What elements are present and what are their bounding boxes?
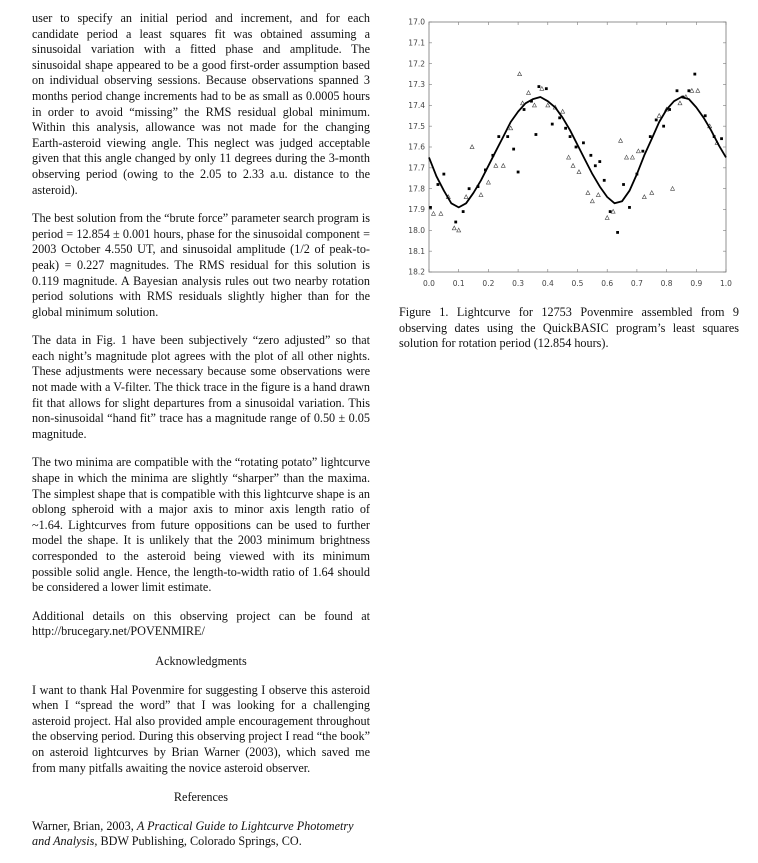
- y-tick-label: 17.0: [408, 17, 425, 27]
- y-tick-label: 18.1: [408, 246, 425, 256]
- data-point-filled: [551, 123, 554, 126]
- paragraph-potato-shape: The two minima are compatible with the “rotating potato” lightcurve shape in which the minima are slightly “sharper” than the maxima. The simplest shape that is compatible with this lightcurve shape is an oblong spheroid with a major axis to minor axis length ratio of ~1.64. Lightcurves from future oppositions can be used to further model the shape. It is unlikely that the 2003 minimum brightness corresponded to the asteroid being viewed with its minimum possible solid angle. Hence, the length-to-width ratio of 1.64 should be considered a lower limit estimate.: [32, 455, 370, 595]
- data-point-open: [501, 164, 505, 168]
- data-point-filled: [437, 183, 440, 186]
- acknowledgments-heading: Acknowledgments: [155, 653, 247, 668]
- data-point-open: [619, 139, 623, 143]
- paragraph-zero-adjust: The data in Fig. 1 have been subjectively “zero adjusted” so that each night’s magnitude plot agrees with the plot of all other nights. These adjustments were necessary because some observations were not made with a V-filter. The thick trace in the figure is a hand drawn fit that allows for slight departures from a sinusoidal variation. This non-sinusoidal “hand fit” trace has a magnitude range of 0.50 ± 0.05 magnitude.: [32, 333, 370, 441]
- y-tick-label: 18.2: [408, 267, 425, 277]
- data-point-open: [596, 193, 600, 197]
- data-point-open: [590, 199, 594, 203]
- data-point-open: [464, 195, 468, 199]
- x-tick-label: 0.2: [482, 279, 495, 288]
- reference-entry: [32, 819, 370, 850]
- data-point-open: [431, 211, 435, 215]
- y-tick-label: 17.6: [408, 142, 425, 152]
- figure-caption: Figure 1. Lightcurve for 12753 Povenmire assembled from 9 observing dates using the QuickBASIC program’s least squares solution for rotation period (12.854 hours).: [399, 305, 739, 351]
- paragraph-best-solution: The best solution from the “brute force” parameter search program is period = 12.854 ± 0.001 hours, phase for the sinusoidal component = 2003 October 4.550 UT, and sinusoidal amplitude (1/2 of peak-to-peak) = 0.227 magnitudes. The RMS residual for this solution is 0.119 magnitude. A Bayesian analysis rules out two nearby rotation period solutions with RMS residuals slightly higher than for the global minimum solution.: [32, 211, 370, 319]
- data-point-filled: [545, 87, 548, 90]
- acknowledgments-body: I want to thank Hal Povenmire for suggesting I observe this asteroid when I “spread the word” that I was looking for a challenging asteroid project. Hal also provided ample encouragement throughout the observing period. During this observing project I read “the book” on asteroid lightcurves by Brian Warner (2003), which saved me from many pitfalls awaiting the novice asteroid observer.: [32, 682, 370, 775]
- data-point-filled: [517, 171, 520, 174]
- data-point-open: [561, 109, 565, 113]
- reference-publisher: , BDW Publishing, Colorado Springs, CO.: [94, 834, 302, 849]
- y-tick-label: 17.2: [408, 59, 425, 69]
- data-point-open: [696, 89, 700, 93]
- data-point-filled: [442, 173, 445, 176]
- x-tick-label: 0.6: [601, 279, 614, 288]
- y-tick-label: 17.4: [408, 100, 425, 110]
- data-point-open: [546, 103, 550, 107]
- x-tick-label: 0.7: [630, 279, 643, 288]
- x-tick-label: 0.9: [690, 279, 703, 288]
- data-point-filled: [512, 148, 515, 151]
- data-point-filled: [693, 73, 696, 76]
- paragraph-additional-details: Additional details on this observing project can be found at http://brucegary.net/POVENMIRE/: [32, 608, 370, 639]
- y-tick-label: 17.8: [408, 184, 425, 194]
- article-body: [32, 11, 370, 863]
- data-point-filled: [641, 150, 644, 153]
- references-heading: References: [173, 790, 229, 805]
- x-tick-label: 1.0: [720, 279, 732, 288]
- data-point-filled: [429, 206, 432, 209]
- data-point-filled: [616, 231, 619, 234]
- data-point-open: [690, 89, 694, 93]
- data-point-filled: [537, 85, 540, 88]
- y-tick-label: 17.3: [408, 80, 425, 90]
- data-point-open: [625, 155, 629, 159]
- y-tick-label: 17.5: [408, 121, 425, 131]
- data-point-filled: [649, 135, 652, 138]
- data-point-open: [657, 114, 661, 118]
- x-tick-label: 0.8: [660, 279, 673, 288]
- data-point-filled: [594, 164, 597, 167]
- data-point-open: [630, 155, 634, 159]
- data-point-open: [540, 86, 544, 90]
- data-point-open: [611, 209, 615, 213]
- figure-column: [399, 12, 739, 352]
- data-point-filled: [622, 183, 625, 186]
- data-point-open: [636, 149, 640, 153]
- data-point-filled: [497, 135, 500, 138]
- data-point-open: [457, 228, 461, 232]
- x-tick-label: 0.1: [452, 279, 465, 288]
- data-point-filled: [564, 127, 567, 130]
- data-point-filled: [676, 89, 679, 92]
- data-point-open: [479, 193, 483, 197]
- hand-fit-curve: [429, 97, 726, 207]
- data-point-open: [678, 101, 682, 105]
- data-point-open: [470, 145, 474, 149]
- data-point-filled: [662, 125, 665, 128]
- data-point-filled: [462, 210, 465, 213]
- data-point-open: [439, 211, 443, 215]
- data-point-open: [518, 72, 522, 76]
- data-point-open: [526, 91, 530, 95]
- data-point-open: [494, 164, 498, 168]
- paragraph-period-search: user to specify an initial period and increment, and for each candidate period a least squares fit was obtained assuming a sinusoidal variation with a fitted phase and amplitude. The sinusoidal shape appeared to be a good first-order assumption based on individual observing sessions. Because observations spanned 3 months period change increments had to be as small as 0.0005 hours in order to avoid “missing” the RMS residual global minimum. Within this analysis, allowance was not made for the changing Earth-asteroid viewing angle. This neglect was judged acceptable given that this angle changed by only 11 degrees during the 3-month observing period (owing to the 2.05 to 2.33 a.u. distance to the asteroid).: [32, 11, 370, 197]
- y-tick-label: 17.1: [408, 38, 425, 48]
- data-point-filled: [535, 133, 538, 136]
- data-point-filled: [575, 146, 578, 149]
- data-point-open: [571, 164, 575, 168]
- data-point-filled: [589, 154, 592, 157]
- x-tick-label: 0.5: [571, 279, 584, 288]
- reference-author: Warner, Brian, 2003,: [32, 818, 137, 833]
- data-point-filled: [655, 119, 658, 122]
- data-point-filled: [720, 137, 723, 140]
- data-point-filled: [582, 141, 585, 144]
- data-point-open: [532, 103, 536, 107]
- data-point-filled: [569, 135, 572, 138]
- data-point-open: [605, 216, 609, 220]
- data-point-open: [642, 195, 646, 199]
- data-point-filled: [454, 221, 457, 224]
- x-tick-label: 0.4: [541, 279, 554, 288]
- data-point-filled: [598, 160, 601, 163]
- reference-title: A Practical Guide to Lightcurve Photometry and Analysis: [32, 818, 354, 849]
- data-point-filled: [558, 116, 561, 119]
- data-point-open: [486, 180, 490, 184]
- data-point-filled: [704, 114, 707, 117]
- y-tick-label: 18.0: [408, 225, 425, 235]
- y-tick-label: 17.7: [408, 163, 425, 173]
- data-point-open: [650, 191, 654, 195]
- data-point-open: [567, 155, 571, 159]
- data-point-open: [452, 226, 456, 230]
- lightcurve-chart: [399, 12, 739, 297]
- x-tick-label: 0.3: [512, 279, 525, 288]
- data-point-open: [586, 191, 590, 195]
- data-point-filled: [468, 187, 471, 190]
- data-point-filled: [506, 135, 509, 138]
- data-point-open: [671, 186, 675, 190]
- x-tick-label: 0.0: [423, 279, 435, 288]
- y-tick-label: 17.9: [408, 205, 425, 215]
- data-point-filled: [628, 206, 631, 209]
- data-point-filled: [523, 108, 526, 111]
- data-point-filled: [603, 179, 606, 182]
- data-point-open: [577, 170, 581, 174]
